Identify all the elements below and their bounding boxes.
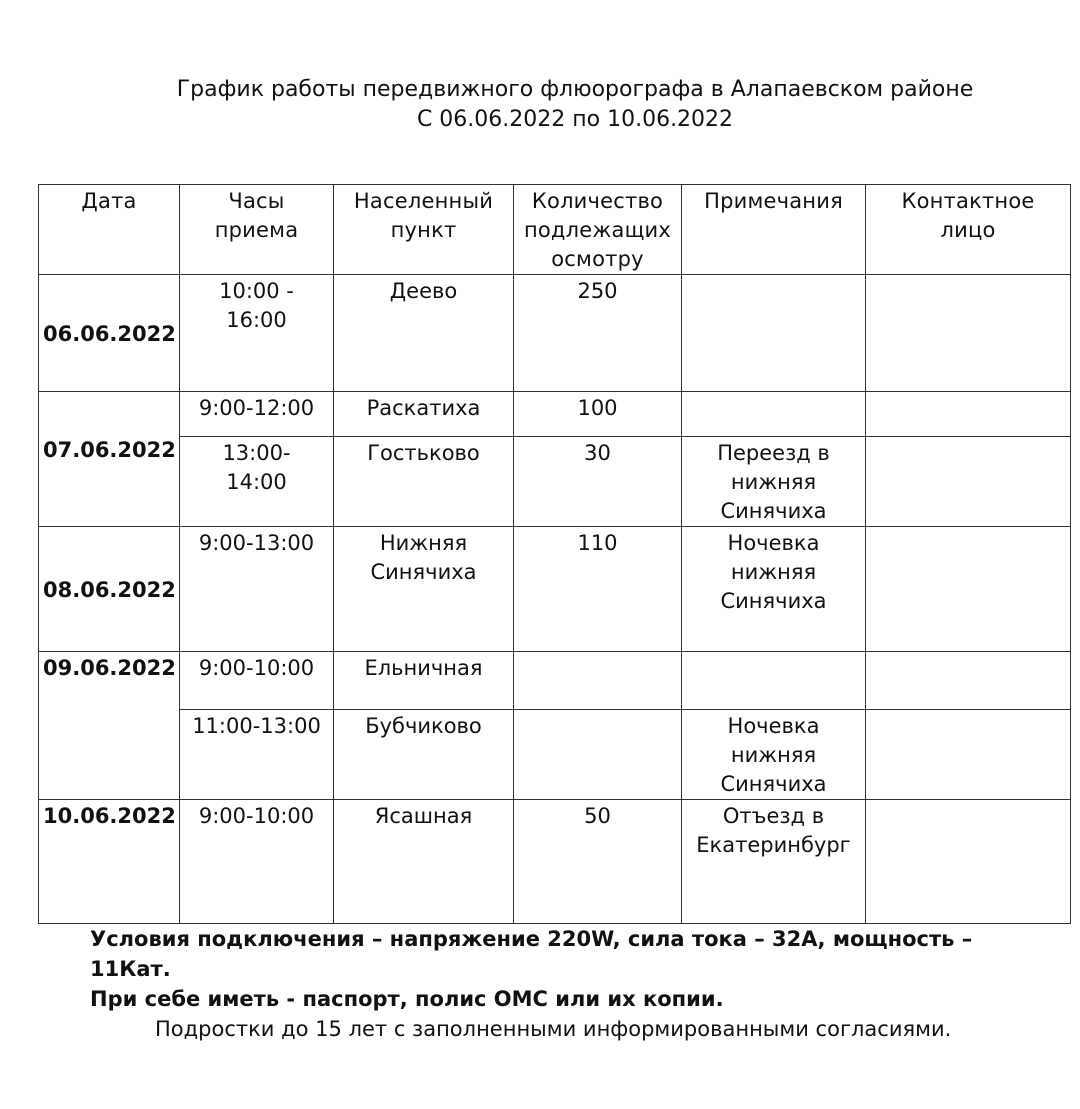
cell-notes: Переезд в нижняя Синячиха bbox=[682, 437, 866, 527]
cell-place: Гостьково bbox=[334, 437, 514, 527]
cell-place: Ельничная bbox=[334, 652, 514, 710]
cell-place: Бубчиково bbox=[334, 710, 514, 800]
cell-date: 08.06.2022 bbox=[39, 527, 180, 652]
table-row bbox=[39, 527, 1071, 652]
cell-notes bbox=[682, 275, 866, 392]
cell-hours: 9:00-10:00 bbox=[180, 652, 334, 710]
header-count: Количество подлежащих осмотру bbox=[514, 185, 682, 275]
cell-hours: 9:00-13:00 bbox=[180, 527, 334, 652]
header-place: Населенный пункт bbox=[334, 185, 514, 275]
cell-date: 07.06.2022 bbox=[39, 392, 180, 527]
documents-required: При себе иметь - паспорт, полис ОМС или их копии. bbox=[90, 987, 724, 1011]
table-row bbox=[39, 275, 1071, 392]
table-header-row bbox=[39, 185, 1071, 275]
header-hours: Часы приема bbox=[180, 185, 334, 275]
cell-place: Раскатиха bbox=[334, 392, 514, 437]
cell-hours: 13:00-14:00 bbox=[180, 437, 334, 527]
cell-contact bbox=[866, 275, 1071, 392]
table-row bbox=[39, 392, 1071, 437]
cell-count: 250 bbox=[514, 275, 682, 392]
table-row bbox=[39, 652, 1071, 710]
cell-date: 10.06.2022 bbox=[39, 800, 180, 924]
cell-contact bbox=[866, 800, 1071, 924]
cell-count: 100 bbox=[514, 392, 682, 437]
header-notes: Примечания bbox=[682, 185, 866, 275]
document-title bbox=[0, 75, 1080, 135]
cell-notes bbox=[682, 652, 866, 710]
teens-consent-note: Подростки до 15 лет с заполненными информированными согласиями. bbox=[155, 1017, 952, 1041]
title-line-1: График работы передвижного флюорографа в Алапаевском районе bbox=[176, 77, 974, 102]
header-date: Дата bbox=[39, 185, 180, 275]
cell-place: Нижняя Синячиха bbox=[334, 527, 514, 652]
footer-notes bbox=[90, 924, 1050, 1044]
header-contact: Контактное лицо bbox=[866, 185, 1071, 275]
cell-place: Ясашная bbox=[334, 800, 514, 924]
cell-date: 09.06.2022 bbox=[39, 652, 180, 800]
cell-hours: 10:00 - 16:00 bbox=[180, 275, 334, 392]
connection-conditions: Условия подключения – напряжение 220W, сила тока – 32А, мощность – 11Кат. bbox=[90, 927, 973, 981]
cell-notes: Ночевка нижняя Синячиха bbox=[682, 527, 866, 652]
cell-hours: 9:00-12:00 bbox=[180, 392, 334, 437]
cell-count: 30 bbox=[514, 437, 682, 527]
cell-contact bbox=[866, 392, 1071, 437]
cell-contact bbox=[866, 652, 1071, 710]
cell-date: 06.06.2022 bbox=[39, 275, 180, 392]
cell-contact bbox=[866, 527, 1071, 652]
cell-contact bbox=[866, 710, 1071, 800]
cell-place: Деево bbox=[334, 275, 514, 392]
schedule-table bbox=[38, 184, 1071, 924]
cell-notes bbox=[682, 392, 866, 437]
title-line-2: С 06.06.2022 по 10.06.2022 bbox=[416, 107, 734, 132]
cell-hours: 11:00-13:00 bbox=[180, 710, 334, 800]
cell-count bbox=[514, 710, 682, 800]
cell-contact bbox=[866, 437, 1071, 527]
cell-notes: Отъезд в Екатеринбург bbox=[682, 800, 866, 924]
table-row bbox=[39, 710, 1071, 800]
table-row bbox=[39, 800, 1071, 924]
cell-notes: Ночевка нижняя Синячиха bbox=[682, 710, 866, 800]
cell-count: 110 bbox=[514, 527, 682, 652]
table-row bbox=[39, 437, 1071, 527]
cell-count: 50 bbox=[514, 800, 682, 924]
cell-hours: 9:00-10:00 bbox=[180, 800, 334, 924]
cell-count bbox=[514, 652, 682, 710]
